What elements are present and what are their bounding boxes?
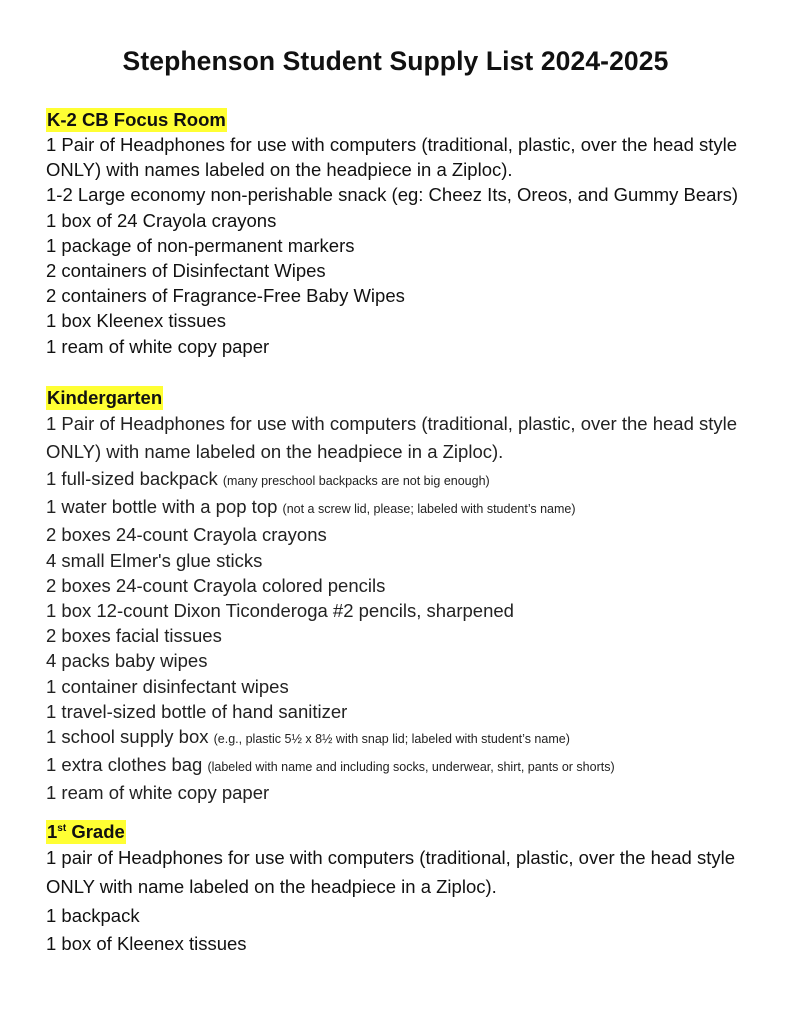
list-item xyxy=(46,410,766,466)
list-item xyxy=(46,598,766,623)
list-item xyxy=(46,724,766,752)
section-first-grade xyxy=(46,820,766,959)
list-item xyxy=(46,182,766,207)
item-note: (e.g., plastic 5½ x 8½ with snap lid; labeled with student’s name) xyxy=(213,732,570,747)
list-item xyxy=(46,573,766,598)
section-kindergarten xyxy=(46,386,766,806)
item-text: 1 Pair of Headphones for use with computers (traditional, plastic, over the head style ONLY) with names labeled on the headpiece in a Ziploc). xyxy=(46,134,738,181)
list-item xyxy=(46,699,766,724)
list-item xyxy=(46,780,766,805)
list-item xyxy=(46,283,766,308)
item-text: 2 boxes 24-count Crayola crayons xyxy=(46,524,327,546)
page-title: Stephenson Student Supply List 2024-2025 xyxy=(122,46,669,76)
heading-number: 1 xyxy=(47,821,58,842)
section-heading: K-2 CB Focus Room xyxy=(47,109,226,130)
list-item xyxy=(46,233,766,258)
item-text: 1 container disinfectant wipes xyxy=(46,675,289,697)
supply-list xyxy=(46,844,766,959)
list-item xyxy=(46,902,766,931)
item-text: 1 water bottle with a pop top xyxy=(46,496,278,518)
list-item xyxy=(46,308,766,333)
item-text: 1 backpack xyxy=(46,904,140,926)
list-item xyxy=(46,752,766,780)
section-heading xyxy=(46,820,126,844)
list-item xyxy=(46,930,766,959)
list-item xyxy=(46,844,766,902)
item-text: 2 boxes 24-count Crayola colored pencils xyxy=(46,574,386,596)
item-text: 1 Pair of Headphones for use with computers (traditional, plastic, over the head style ONLY) with name labeled on the headpiece in a Ziploc). xyxy=(46,413,738,462)
item-text: 1 box Kleenex tissues xyxy=(46,310,226,332)
item-text: 2 containers of Disinfectant Wipes xyxy=(46,260,326,282)
list-item xyxy=(46,466,766,494)
item-text: 1 school supply box xyxy=(46,726,209,748)
item-text: 4 small Elmer's glue sticks xyxy=(46,549,263,571)
item-text: 1 extra clothes bag xyxy=(46,754,203,776)
item-text: 1 box of Kleenex tissues xyxy=(46,933,247,955)
item-text: 1 pair of Headphones for use with computers (traditional, plastic, over the head style ONLY with name labeled on the headpiece in a Ziploc). xyxy=(46,847,735,897)
item-note: (labeled with name and including socks, underwear, shirt, pants or shorts) xyxy=(207,760,615,775)
list-item xyxy=(46,334,766,359)
item-text: 1 ream of white copy paper xyxy=(46,335,270,357)
heading-rest: Grade xyxy=(66,821,125,842)
list-item xyxy=(46,208,766,233)
list-item xyxy=(46,623,766,648)
item-text: 1-2 Large economy non-perishable snack (eg: Cheez Its, Oreos, and Gummy Bears) xyxy=(46,184,739,206)
section-heading: Kindergarten xyxy=(47,387,163,408)
item-note: (many preschool backpacks are not big enough) xyxy=(222,474,490,488)
list-item xyxy=(46,674,766,699)
list-item xyxy=(46,548,766,573)
item-text: 1 box 12-count Dixon Ticonderoga #2 pencils, sharpened xyxy=(46,600,514,622)
list-item xyxy=(46,494,766,522)
section-k2-focus-room xyxy=(46,108,766,359)
item-text: 2 boxes facial tissues xyxy=(46,625,222,647)
item-text: 1 travel-sized bottle of hand sanitizer xyxy=(46,700,348,722)
item-note: (not a screw lid, please; labeled with student’s name) xyxy=(282,502,576,517)
supply-list xyxy=(46,410,766,806)
item-text: 1 full-sized backpack xyxy=(46,468,218,489)
list-item xyxy=(46,522,766,547)
supply-list xyxy=(46,132,766,359)
list-item xyxy=(46,648,766,673)
list-item xyxy=(46,258,766,283)
item-text: 1 box of 24 Crayola crayons xyxy=(46,209,277,231)
item-text: 2 containers of Fragrance-Free Baby Wipes xyxy=(46,285,405,307)
heading-ordinal: st xyxy=(57,822,67,834)
list-item xyxy=(46,132,766,182)
item-text: 1 ream of white copy paper xyxy=(46,782,270,804)
item-text: 4 packs baby wipes xyxy=(46,650,208,672)
item-text: 1 package of non-permanent markers xyxy=(46,234,355,256)
